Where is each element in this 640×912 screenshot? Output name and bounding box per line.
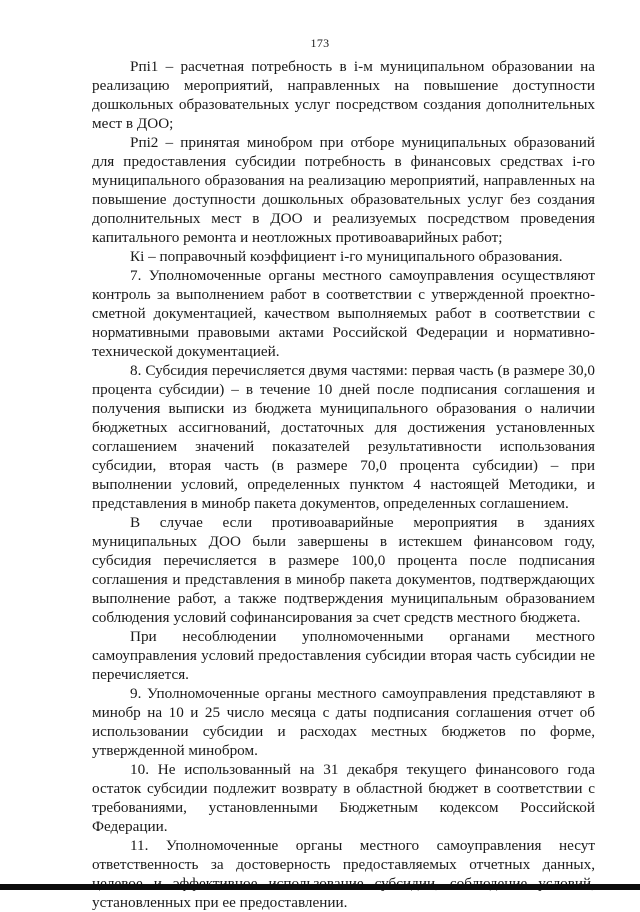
paragraph-emergency-works: В случае если противоаварийные мероприятия в зданиях муниципальных ДОО были завершены в истекшем финансовом году, субсидия перечисляется в размере 100,0 процента после подписания соглашения и представления в минобр пакета документов, подтверждающих выполнение работ, а также подтверждения муниципальным образованием соблюдения условий софинансирования за счет средств местного бюджета.	[92, 514, 595, 626]
paragraph-clause-9: 9. Уполномоченные органы местного самоуправления представляют в минобр на 10 и 25 число месяца с даты подписания соглашения отчет об использовании субсидии и расходах местных бюджетов по форме, утвержденной минобром.	[92, 685, 595, 759]
paragraph-clause-7: 7. Уполномоченные органы местного самоуправления осуществляют контроль за выполнением работ в соответствии с утвержденной проектно-сметной документацией, качеством выполняемых работ в соответствии с нормативными правовыми актами Российской Федерации и нормативно-технической документацией.	[92, 267, 595, 360]
page-number: 173	[310, 36, 330, 50]
paragraph-clause-8: 8. Субсидия перечисляется двумя частями: первая часть (в размере 30,0 процента субсидии) – в течение 10 дней после подписания соглашения и получения выписки из бюджета муниципального образования о наличии бюджетных ассигнований, достаточных для достижения установленных соглашением значений показателей результативности использования субсидии, вторая часть (в размере 70,0 процента субсидии) – при выполнении условий, определенных пунктом 4 настоящей Методики, и представления в минобр пакета документов, определенных соглашением.	[92, 362, 595, 512]
paragraph-rpi2-definition: Рпi2 – принятая минобром при отборе муниципальных образований для предоставления субсидии потребность в финансовых средствах i-го муниципального образования на реализацию мероприятий, направленных на повышение доступности дошкольных образовательных услуг без создания дополнительных мест в ДОО и реализуемых посредством проведения капитального ремонта и неотложных противоаварийных работ;	[92, 134, 595, 246]
paragraph-rpi1-definition: Рпi1 – расчетная потребность в i-м муниципальном образовании на реализацию мероприятий, направленных на повышение доступности дошкольных образовательных услуг посредством создания дополнительных мест в ДОО;	[92, 58, 595, 132]
paragraph-clause-10: 10. Не использованный на 31 декабря текущего финансового года остаток субсидии подлежит возврату в областной бюджет в соответствии с требованиями, установленными Бюджетным кодексом Российской Федерации.	[92, 761, 595, 835]
paragraph-clause-11: 11. Уполномоченные органы местного самоуправления несут ответственность за достоверность предоставляемых отчетных данных, установленных при ее предоставлении.	[92, 837, 595, 911]
document-body	[92, 57, 595, 912]
paragraph-non-compliance: При несоблюдении уполномоченными органами местного самоуправления условий предоставления субсидии вторая часть субсидии не перечисляется.	[92, 628, 595, 683]
bottom-rule	[0, 884, 640, 890]
paragraph-ki-definition: Кi – поправочный коэффициент i-го муниципального образования.	[130, 248, 563, 265]
